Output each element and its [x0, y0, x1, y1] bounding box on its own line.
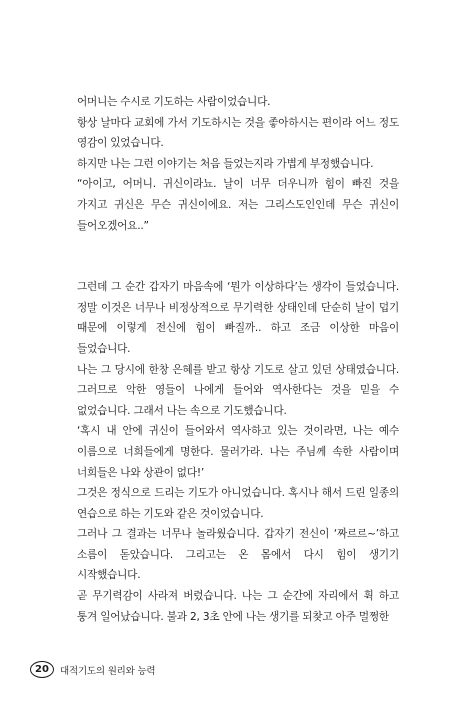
paragraph: 어머니는 수시로 기도하는 사람이었습니다. — [77, 96, 271, 108]
paragraph: 그런데 그 순간 갑자기 마음속에 ‘뭔가 이상하다’는 생각이 들었습니다. 정말 이것은 너무나 비정상적으로 무기력한 상태인데 단순히 날이 덥기 때문에 이렇게 전신에 힘이 빠질까.. 하고 조금 이상한 마음이 들었습니다. — [77, 281, 399, 355]
paragraph: 곧 무기력감이 사라져 버렸습니다. 나는 그 순간에 자리에서 휙 하고 퉁겨 일어났습니다. 불과 2, 3초 안에 나는 생기를 되찾고 아주 멀쩡한 — [77, 590, 399, 623]
paragraph: 그러나 그 결과는 너무나 놀라웠습니다. 갑자기 전신이 ‘짜르르~’하고 소름이 돋았습니다. 그리고는 온 몸에서 다시 힘이 생기기 시작했습니다. — [77, 528, 399, 582]
paragraph: 나는 그 당시에 한창 은혜를 받고 항상 기도로 살고 있던 상태였습니다. 그러므로 악한 영들이 나에게 들어와 역사한다는 것을 믿을 수 없었습니다. 그래서 나는 속으로 기도했습니다. — [77, 363, 399, 417]
page-footer — [30, 661, 155, 678]
paragraph: “아이고, 어머니. 귀신이라뇨. 날이 너무 더우니까 힘이 빠진 것을 가지고 귀신은 무슨 귀신이에요. 저는 그리스도인인데 무슨 귀신이 들어오겠어요..” — [77, 178, 399, 232]
paragraph: 하지만 나는 그런 이야기는 처음 들었는지라 가볍게 부정했습니다. — [77, 157, 374, 170]
running-title: 대적기도의 원리와 능력 — [60, 665, 156, 677]
section-break — [77, 236, 399, 277]
paragraph: ‘혹시 내 안에 귀신이 들어와서 역사하고 있는 것이라면, 나는 예수 이름으로 너희들에게 명한다. 물러가라. 나는 주님께 속한 사람이며 너희들은 나와 상관이 없다!’ — [77, 425, 399, 479]
paragraph: 그것은 정식으로 드리는 기도가 아니었습니다. 혹시나 해서 드린 일종의 연습으로 하는 기도와 같은 것이었습니다. — [77, 487, 399, 520]
body-text — [77, 92, 399, 627]
page-number: 20 — [30, 661, 54, 678]
paragraph: 항상 날마다 교회에 가서 기도하시는 것을 좋아하시는 편이라 어느 정도 영감이 있었습니다. — [77, 116, 399, 150]
